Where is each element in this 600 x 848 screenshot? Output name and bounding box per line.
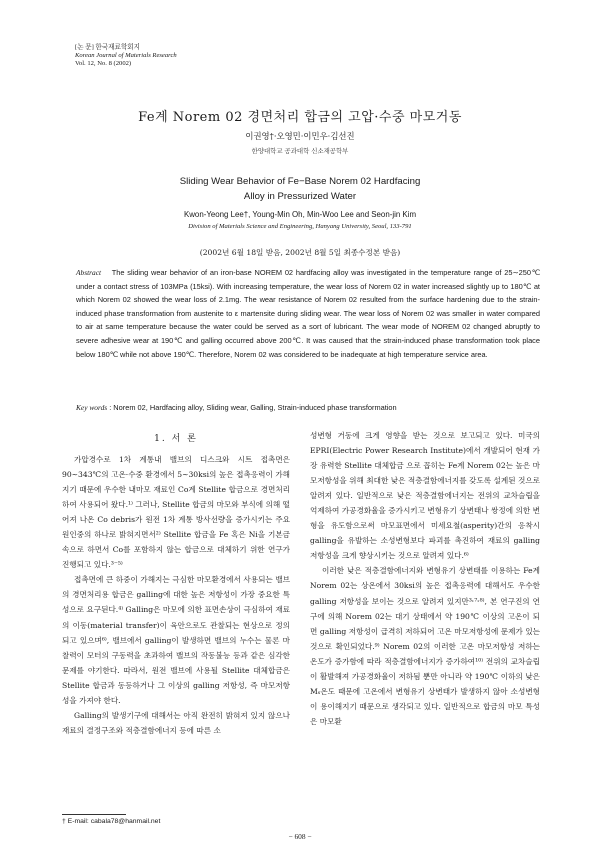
journal-header [75,44,177,69]
paragraph: 성변형 거동에 크게 영향을 받는 것으로 보고되고 있다. 미국의 EPRI(Electric Power Research Institute)에서 개발되어 현재 가장 유력한 Stellite 대체합금 으로 꼽히는 Fe계 Norem 02는 높은 마모저항성을 위해 최대한 낮은 적층결함에너지를 갖도록 설계된 것으로 알려져 있다. 일반적으로 낮은 적층결함에너지는 전위의 교차슬립을 억제하여 가공경화율을 증가시키고 변형유기 상변태나 쌍정에 의한 변형을 유도함으로써 마모표면에서 미세요철(asperity)간의 응착시 galling을 유발하는 소성변형보다 파괴를 촉진하여 재료의 galling 저항성을 크게 향상시키는 것으로 알려져 있다.⁶⁾ [310,431,540,561]
journal-volume: Vol. 12, No. 8 (2002) [75,60,132,68]
paper-title-en [0,174,600,204]
paper-title-ko: Fe계 Norem 02 경면처리 합금의 고압·수중 마모거동 [138,110,462,125]
journal-name-en: Korean Journal of Materials Research [75,52,177,60]
section-heading-introduction: 1. 서 론 [154,434,198,444]
title-en-line1: Sliding Wear Behavior of Fe−Base Norem 02 Hardfacing [179,176,421,187]
affiliation-en: Division of Materials Science and Engineering, Hanyang University, Seoul, 133-791 [188,223,412,230]
footnote-divider [62,814,126,815]
title-en-line2: Alloy in Pressurized Water [243,191,357,202]
keywords-label: Key words [76,403,108,412]
authors-ko: 이권영†·오영민·이민우·김선진 [245,131,355,141]
paragraph: 가압경수로 1차 계통내 밸브의 디스크와 시트 접촉면은 90∼343℃의 고온·수중 환경에서 5∼30ksi의 높은 접촉응력이 가해지기 때문에 우수한 내마모 재료인 Co계 Stellite 합금으로 경면처리하여 사용되어 왔다.¹⁾ 그러나, Stellite 합금의 마모와 부식에 의해 떨어져 나온 Co debris가 원전 1차 계통 방사선량을 증가시키는 주요 원인중의 하나로 밝혀지면서²⁾ Stellite 합금을 Fe 혹은 Ni을 기본금속으로 하면서 Co를 포함하지 않는 합금으로 대체하기 위한 연구가 진행되고 있다.³⁻⁵⁾ [62,455,290,570]
keywords-text: : Norem 02, Hardfacing alloy, Sliding wear, Galling, Strain-induced phase transformation [109,403,397,412]
right-column [310,428,540,729]
page-number: − 608 − [288,832,312,841]
footnote-email: † E-mail: cabala78@hanmail.net [62,818,161,825]
left-column [62,428,290,738]
abstract-text: The sliding wear behavior of an iron-base NOREM 02 hardfacing alloy was investigated in the temperature range of 25∼250℃ under a contact stress of 103MPa (15ksi). With increasing temperature, the wear loss of Norem 02 in water increased slightly up to 180℃ at which Norem 02 showed the wear loss of 2.1mg. The wear resistance of Norem 02 resulted from the surface hardening due to the strain-induced phase transformation from austenite to ε martensite during sliding wear. The wear loss of Norem 02 was smaller in water compared to air at same temperature because the water could be served as a sort of lubricant. The wear mode of NOREM 02 changed abruptly to severe adhesive wear at 190℃ and galling occurred above 200℃. It was caused that the strain-induced phase transformation took place below 180℃ while not above 190℃. Therefore, Norem 02 was considered to be inadequate at high temperature service area. [76,268,541,359]
keywords [76,403,540,412]
affiliation-ko: 한양대학교 공과대학 신소재공학부 [251,147,349,155]
paragraph: 이러한 낮은 적층결함에너지와 변형유기 상변태를 이용하는 Fe계 Norem 02는 상온에서 30ksi의 높은 접촉응력에 대해서도 우수한 galling 저항성을 보이는 것으로 알려져 있지만³˒⁷˒⁸⁾, 본 연구진의 연구에 의해 Norem 02는 대기 상태에서 약 190℃ 이상의 고온이 되면 galling 저항성이 급격히 저하되어 고온 마모저항성에 문제가 있는 것으로 확인되었다.⁹⁾ Norem 02의 이러한 고온 마모저항성 저하는 온도가 증가함에 따라 적층결함에너지가 증가하여¹⁰⁾ 전위의 교차슬립이 활발해져 가공경화율이 저하됨 뿐만 아니라 약 190℃ 이하의 낮은 Mₛ온도 때문에 고온에서 변형유기 상변태가 발생하지 않아 소성변형이 용이해지기 때문으로 생각되고 있다. 일반적으로 합금의 마모 특성은 마모환 [310,566,540,726]
received-dates: (2002년 6월 18일 받음, 2002년 8월 5일 최종수정본 받음) [199,248,401,257]
journal-name-ko: [논 문] 한국재료학회지 [75,44,141,51]
abstract [76,266,540,361]
abstract-label: Abstract [76,268,102,277]
paragraph: Galling의 발생기구에 대해서는 아직 완전히 밝혀져 있지 않으나 재료의 결정구조와 적층결함에너지 등에 따른 소 [62,710,290,735]
authors-en: Kwon-Yeong Lee†, Young-Min Oh, Min-Woo Lee and Seon-jin Kim [183,210,417,219]
paragraph: 접촉면에 큰 하중이 가해지는 극심한 마모환경에서 사용되는 밸브의 경면처리용 합금은 galling에 대한 높은 저항성이 가장 중요한 특성으로 요구된다.⁴⁾ Galling은 마모에 의한 표면손상이 극심하여 재료의 이동(material transfer)이 육안으로도 관찰되는 현상으로 정의되고 있으며⁶⁾, 밸브에서 galling이 발생하면 밸브의 누수는 물론 마찰력이 모터의 구동력을 초과하여 밸브의 작동불능 등과 같은 심각한 문제를 야기한다. 따라서, 원전 밸브에 사용될 Stellite 대체합금은 Stellite 합금과 동등하거나 그 이상의 galling 저항성, 즉 마모저항성을 가져야 한다. [62,575,290,705]
